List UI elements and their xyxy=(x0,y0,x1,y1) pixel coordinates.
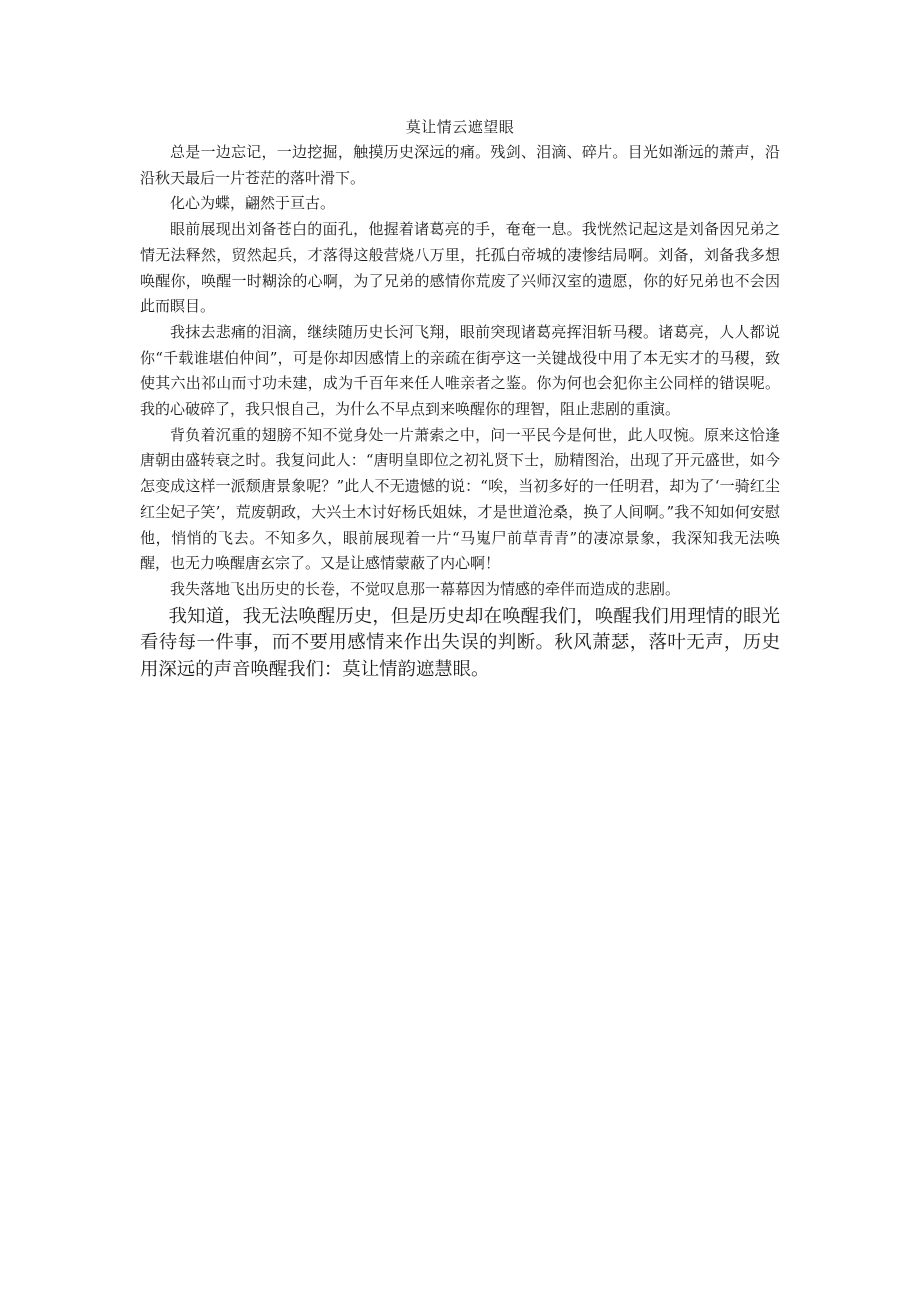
paragraph: 眼前展现出刘备苍白的面孔，他握着诸葛亮的手，奄奄一息。我恍然记起这是刘备因兄弟之情无法释然，贸然起兵，才落得这般营烧八万里，托孤白帝城的凄惨结局啊。刘备，刘备我多想唤醒你，唤醒一时糊涂的心啊，为了兄弟的感情你荒废了兴师汉室的遗愿，你的好兄弟也不会因此而瞑目。 xyxy=(140,220,780,316)
document-body xyxy=(140,140,780,683)
closing-paragraph: 我知道，我无法唤醒历史，但是历史却在唤醒我们，唤醒我们用理情的眼光看待每一件事，而不要用感情来作出失误的判断。秋风萧瑟，落叶无声，历史用深远的声音唤醒我们：莫让情韵遮慧眼。 xyxy=(140,605,780,680)
paragraph: 背负着沉重的翅膀不知不觉身处一片萧索之中，问一平民今是何世，此人叹惋。原来这恰逢唐朝由盛转衰之时。我复问此人：“唐明皇即位之初礼贤下士，励精图治，出现了开元盛世，如今怎变成这样一派颓唐景象呢？”此人不无遗憾的说：“唉，当初多好的一任明君，却为了‘一骑红尘红尘妃子笑’，荒废朝政，大兴土木讨好杨氏姐妹，才是世道沧桑，换了人间啊。”我不知如何安慰他，悄悄的飞去。不知多久，眼前展现着一片“马嵬尸前草青青”的凄凉景象，我深知我无法唤醒，也无力唤醒唐玄宗了。又是让感情蒙蔽了内心啊！ xyxy=(140,425,780,573)
paragraph: 总是一边忘记，一边挖掘，触摸历史深远的痛。残剑、泪滴、碎片。目光如渐远的萧声，沿沿秋天最后一片苍茫的落叶滑下。 xyxy=(140,143,780,187)
paragraph: 我失落地飞出历史的长卷，不觉叹息那一幕幕因为情感的牵伴而造成的悲剧。 xyxy=(170,579,681,598)
paragraph: 化心为蝶，翩然于亘古。 xyxy=(170,194,336,213)
paragraph: 我抹去悲痛的泪滴，继续随历史长河飞翔，眼前突现诸葛亮挥泪斩马稷。诸葛亮，人人都说你“千载谁堪伯仲间”，可是你却因感情上的亲疏在街亭这一关键战役中用了本无实才的马稷，致使其六出祁山而寸功未建，成为千百年来任人唯亲者之鉴。你为何也会犯你主公同样的错误呢。我的心破碎了，我只恨自己，为什么不早点到来唤醒你的理智，阻止悲剧的重演。 xyxy=(140,322,780,419)
document-title: 莫让情云遮望眼 xyxy=(405,118,515,136)
